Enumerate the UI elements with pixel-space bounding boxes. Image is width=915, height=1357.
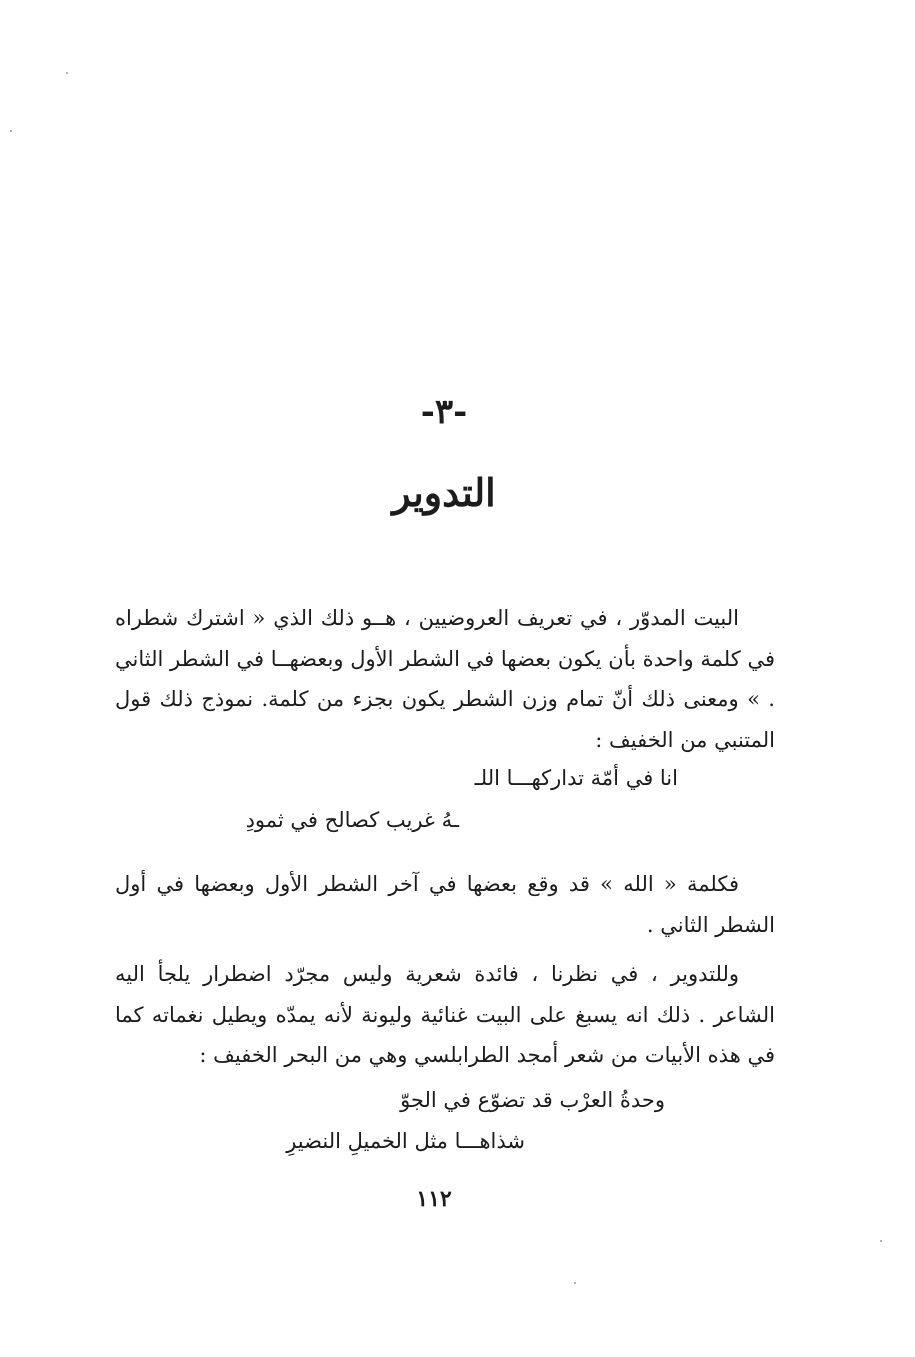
page-number: ١١٢ xyxy=(416,1186,452,1212)
paper-speck xyxy=(880,1240,882,1242)
verse-1-first-hemistich: انا في أمّة تداركهـــا اللـ xyxy=(474,766,678,790)
paper-speck xyxy=(66,72,68,74)
paragraph-definition: البيت المدوّر ، في تعريف العروضيين ، هــو ذلك الذي « اشترك شطراه في كلمة واحدة بأن يكون بعضها في الشطر الأول وبعضهــا في الشطر الثاني . » ومعنى ذلك أنّ تمام وزن الشطر يكون بجزء من كلمة. نموذج ذلك قول المتنبي من الخفيف : xyxy=(115,606,775,752)
verse-1-second-hemistich: ـهُ غريب كصالح في ثمودِ xyxy=(245,808,459,832)
paper-speck xyxy=(10,130,12,132)
paragraph-explanation: فكلمة « الله » قد وقع بعضها في آخر الشطر الأول وبعضها في أول الشطر الثاني . xyxy=(115,872,775,937)
chapter-number: -٣- xyxy=(420,392,468,432)
paper-speck xyxy=(574,1282,576,1284)
chapter-title: التدوير xyxy=(392,470,496,515)
verse-2-second-hemistich: شذاهـــا مثل الخميلِ النضيرِ xyxy=(286,1129,525,1153)
verse-2-first-hemistich: وحدةُ العرْب قد تضوّع في الجوّ xyxy=(400,1088,665,1112)
paragraph-benefit: وللتدوير ، في نظرنا ، فائدة شعرية وليس مجرّد اضطرار يلجأ اليه الشاعر . ذلك انه يسبغ على البيت غنائية وليونة لأنه يمدّه ويطيل نغماته كما في هذه الأبيات من شعر أمجد الطرابلسي وهي من البحر الخفيف : xyxy=(115,962,775,1067)
